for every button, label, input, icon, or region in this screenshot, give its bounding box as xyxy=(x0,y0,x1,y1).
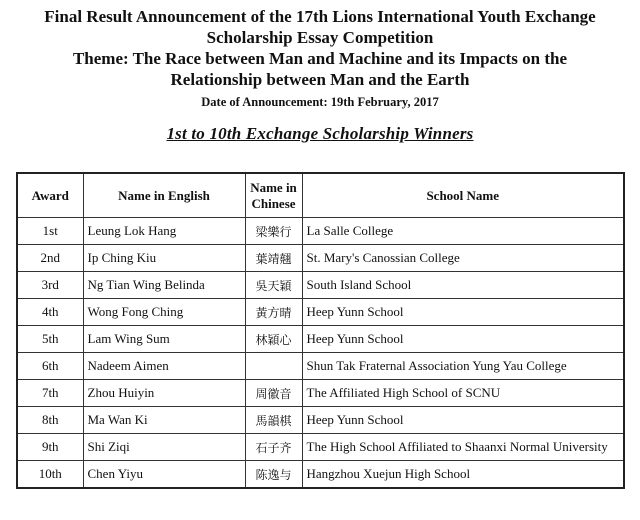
table-row xyxy=(17,218,624,245)
award-cell: 1st xyxy=(17,218,83,245)
name-english-cell: Ip Ching Kiu xyxy=(83,245,245,272)
table-row xyxy=(17,380,624,407)
name-chinese-cell: 黃方晴 xyxy=(245,299,302,326)
header-award: Award xyxy=(17,173,83,218)
name-english-cell: Zhou Huiyin xyxy=(83,380,245,407)
name-english-cell: Wong Fong Ching xyxy=(83,299,245,326)
winners-table-body xyxy=(17,218,624,489)
winners-heading: 1st to 10th Exchange Scholarship Winners xyxy=(166,124,474,143)
school-name-cell: The Affiliated High School of SCNU xyxy=(302,380,624,407)
school-name-cell: La Salle College xyxy=(302,218,624,245)
theme-line-2: Relationship between Man and the Earth xyxy=(170,70,470,89)
header-school-name: School Name xyxy=(302,173,624,218)
name-chinese-cell: 馬韻棋 xyxy=(245,407,302,434)
name-chinese-cell: 葉靖翹 xyxy=(245,245,302,272)
table-row xyxy=(17,299,624,326)
name-english-cell: Leung Lok Hang xyxy=(83,218,245,245)
school-name-cell: The High School Affiliated to Shaanxi Normal University xyxy=(302,434,624,461)
award-cell: 9th xyxy=(17,434,83,461)
school-name-cell: St. Mary's Canossian College xyxy=(302,245,624,272)
announcement-header xyxy=(0,0,640,144)
title-line-2: Scholarship Essay Competition xyxy=(206,28,434,47)
name-english-cell: Chen Yiyu xyxy=(83,461,245,489)
winners-table xyxy=(16,172,625,489)
name-chinese-cell xyxy=(245,353,302,380)
winners-table-container xyxy=(16,172,623,489)
school-name-cell: Shun Tak Fraternal Association Yung Yau College xyxy=(302,353,624,380)
theme-line-1: Theme: The Race between Man and Machine and its Impacts on the xyxy=(72,49,568,68)
announcement-title xyxy=(0,6,640,48)
table-row xyxy=(17,326,624,353)
table-row xyxy=(17,245,624,272)
header-name-chinese xyxy=(245,173,302,218)
name-english-cell: Ma Wan Ki xyxy=(83,407,245,434)
award-cell: 8th xyxy=(17,407,83,434)
header-name-chinese-line-2: Chinese xyxy=(251,195,296,211)
table-row xyxy=(17,461,624,489)
name-chinese-cell: 吳天穎 xyxy=(245,272,302,299)
name-chinese-cell: 陈逸与 xyxy=(245,461,302,489)
school-name-cell: South Island School xyxy=(302,272,624,299)
name-chinese-cell: 梁樂行 xyxy=(245,218,302,245)
table-header-row xyxy=(17,173,624,218)
award-cell: 6th xyxy=(17,353,83,380)
table-row xyxy=(17,353,624,380)
name-chinese-cell: 周徽音 xyxy=(245,380,302,407)
table-row xyxy=(17,407,624,434)
school-name-cell: Heep Yunn School xyxy=(302,326,624,353)
award-cell: 3rd xyxy=(17,272,83,299)
school-name-cell: Heep Yunn School xyxy=(302,407,624,434)
name-english-cell: Nadeem Aimen xyxy=(83,353,245,380)
title-line-1: Final Result Announcement of the 17th Lions International Youth Exchange xyxy=(44,7,596,26)
award-cell: 2nd xyxy=(17,245,83,272)
name-english-cell: Shi Ziqi xyxy=(83,434,245,461)
name-english-cell: Ng Tian Wing Belinda xyxy=(83,272,245,299)
name-chinese-cell: 林穎心 xyxy=(245,326,302,353)
theme-title xyxy=(0,48,640,90)
announcement-date: Date of Announcement: 19th February, 2017 xyxy=(201,95,439,109)
award-cell: 5th xyxy=(17,326,83,353)
header-name-english: Name in English xyxy=(83,173,245,218)
name-chinese-cell: 石子齐 xyxy=(245,434,302,461)
award-cell: 10th xyxy=(17,461,83,489)
table-row xyxy=(17,272,624,299)
award-cell: 7th xyxy=(17,380,83,407)
name-english-cell: Lam Wing Sum xyxy=(83,326,245,353)
school-name-cell: Hangzhou Xuejun High School xyxy=(302,461,624,489)
award-cell: 4th xyxy=(17,299,83,326)
school-name-cell: Heep Yunn School xyxy=(302,299,624,326)
table-row xyxy=(17,434,624,461)
header-name-chinese-line-1: Name in xyxy=(250,179,297,195)
